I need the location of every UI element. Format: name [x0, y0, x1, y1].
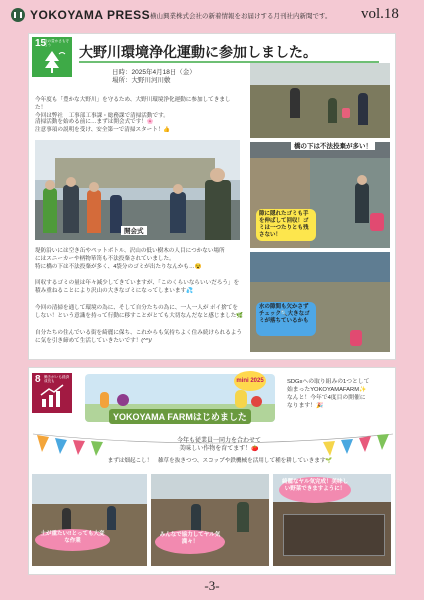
teamwork-photo: [151, 474, 269, 566]
company-logo-icon: [11, 8, 25, 22]
intro-line: 今回は弊社 工事部工事課・総務課で清掃活動です。: [35, 113, 169, 119]
mini-badge: mini 2025: [234, 371, 266, 391]
farm-intro-line: 始まったYOKOYAMAFARM✨: [287, 387, 367, 393]
article-title: 大野川環境浄化運動に参加しました。: [79, 44, 317, 60]
digging-photo: [32, 474, 147, 566]
event-date: 日時：2025年4月18日（金）: [112, 69, 196, 76]
farm-intro-line: なります！🎉: [287, 403, 324, 409]
body4-text: [35, 329, 247, 345]
intro2-text: [35, 118, 240, 134]
body-line: 堤防沿いには空き缶やペットボトル、沢山の低い樹木の人目につかない場所: [35, 248, 225, 254]
article-river-cleanup: [28, 33, 396, 360]
bubble-harvest: 綺麗なヤル気完成！美味しい野菜できますように！: [279, 477, 351, 503]
body3-line: 今回の清掃を通して環境の為に、そして自分たちの為に、一人一人が ポイ捨てを: [35, 305, 238, 311]
intro2-line: 注意事項の説明を受け、安全第一で清掃スタート！👍: [35, 127, 171, 133]
body4-line: に気を引き締めて生活していきたいです！(^^)/: [35, 338, 152, 344]
sdg-8-badge: [32, 373, 72, 413]
body2-line: 積み重ねることにより沢山の大きなゴミになってしまいます💦: [35, 288, 193, 294]
tagline: 横山興業株式会社の新着情報をお届けする月刊社内新聞です。: [150, 13, 332, 20]
body2-text: [35, 279, 247, 295]
farm-center-text: [159, 437, 279, 453]
opening-ceremony-photo: [35, 140, 240, 240]
sdg-label: 働きがいも経済成長も: [44, 375, 70, 383]
sdg-15-badge: [32, 37, 72, 77]
bubble-check: 水の隙間も欠かさずチェック🔍大きなゴミが落ちているかも: [256, 302, 316, 336]
farm-center-line: 美味しい作物を育てます！🍅: [179, 446, 259, 452]
body3-text: [35, 304, 247, 320]
bubble-team: みんなで協力してヤル気満々！: [155, 530, 225, 554]
body2-line: 回収するゴミの量は年々減少してきていますが、「このくらいならいいだろう」を: [35, 280, 240, 286]
page-header: [0, 0, 424, 28]
farm-intro-line: なんと！今年で4度目の開催に: [287, 395, 366, 401]
intro2-line: 清掃活動を始める前に…まずは開会式です！🌸: [35, 119, 154, 125]
bubble-gloves: 隙に隠れたゴミも手を伸ばして回収！ゴミは一つたりとも残さない！: [256, 209, 316, 241]
farm-intro-line: SDGsへの取り組みの1つとして: [287, 379, 370, 385]
sdg-label: 陸の豊かさも守ろう: [44, 39, 70, 47]
farm-title: YOKOYAMA FARMはじめました: [109, 409, 251, 424]
intro-line: 今年度も「豊かな大野川」を守るため、大野川環境浄化運動に参加してきました！: [35, 97, 231, 111]
caption-bridge: 橋の下は不法投棄が多い！: [291, 141, 375, 150]
bubble-soil: 土が重たい!!とっても大変な作業: [35, 529, 110, 551]
intro-text: [35, 96, 240, 120]
farm-center-line: 今年も従業員一同力を合わせて: [176, 438, 261, 444]
body-line: にはスニーカーや柄物箪笥も不法投棄されていました。: [35, 256, 175, 262]
body4-line: 自分たちの住んでいる街を綺麗に保ち、これからも気持ちよく住み続けられるよう: [35, 330, 242, 336]
farm-intro: [287, 378, 395, 410]
farm-center2-text: まずは畑起こし！ 雑草を抜きつつ、スコップや鉄機械を活用して種を耕していきます🌱: [107, 458, 333, 464]
tree-bird-icon: [32, 37, 72, 77]
body3-line: しない！という意識を持って行動に移すことがとても大切なんだなと感じました🌿: [35, 313, 244, 319]
sdg-number: 15: [35, 38, 47, 49]
article-yokoyama-farm: [28, 367, 396, 575]
riverbank-cleanup-photo: [250, 63, 390, 138]
growth-chart-icon: [32, 373, 72, 413]
body-text: [35, 247, 247, 271]
body-line: 特に橋の下は不法投棄が多く、4袋分のゴミが出たりなんかも…😵: [35, 264, 202, 270]
sdg-number: 8: [35, 374, 41, 385]
volume-number: vol.18: [361, 6, 399, 22]
caption-opening: 開会式: [121, 226, 147, 235]
brand-title: YOKOYAMA PRESS: [30, 8, 151, 22]
event-place: 場所：大野川河川敷: [112, 77, 171, 84]
page-number: -3-: [204, 578, 220, 593]
